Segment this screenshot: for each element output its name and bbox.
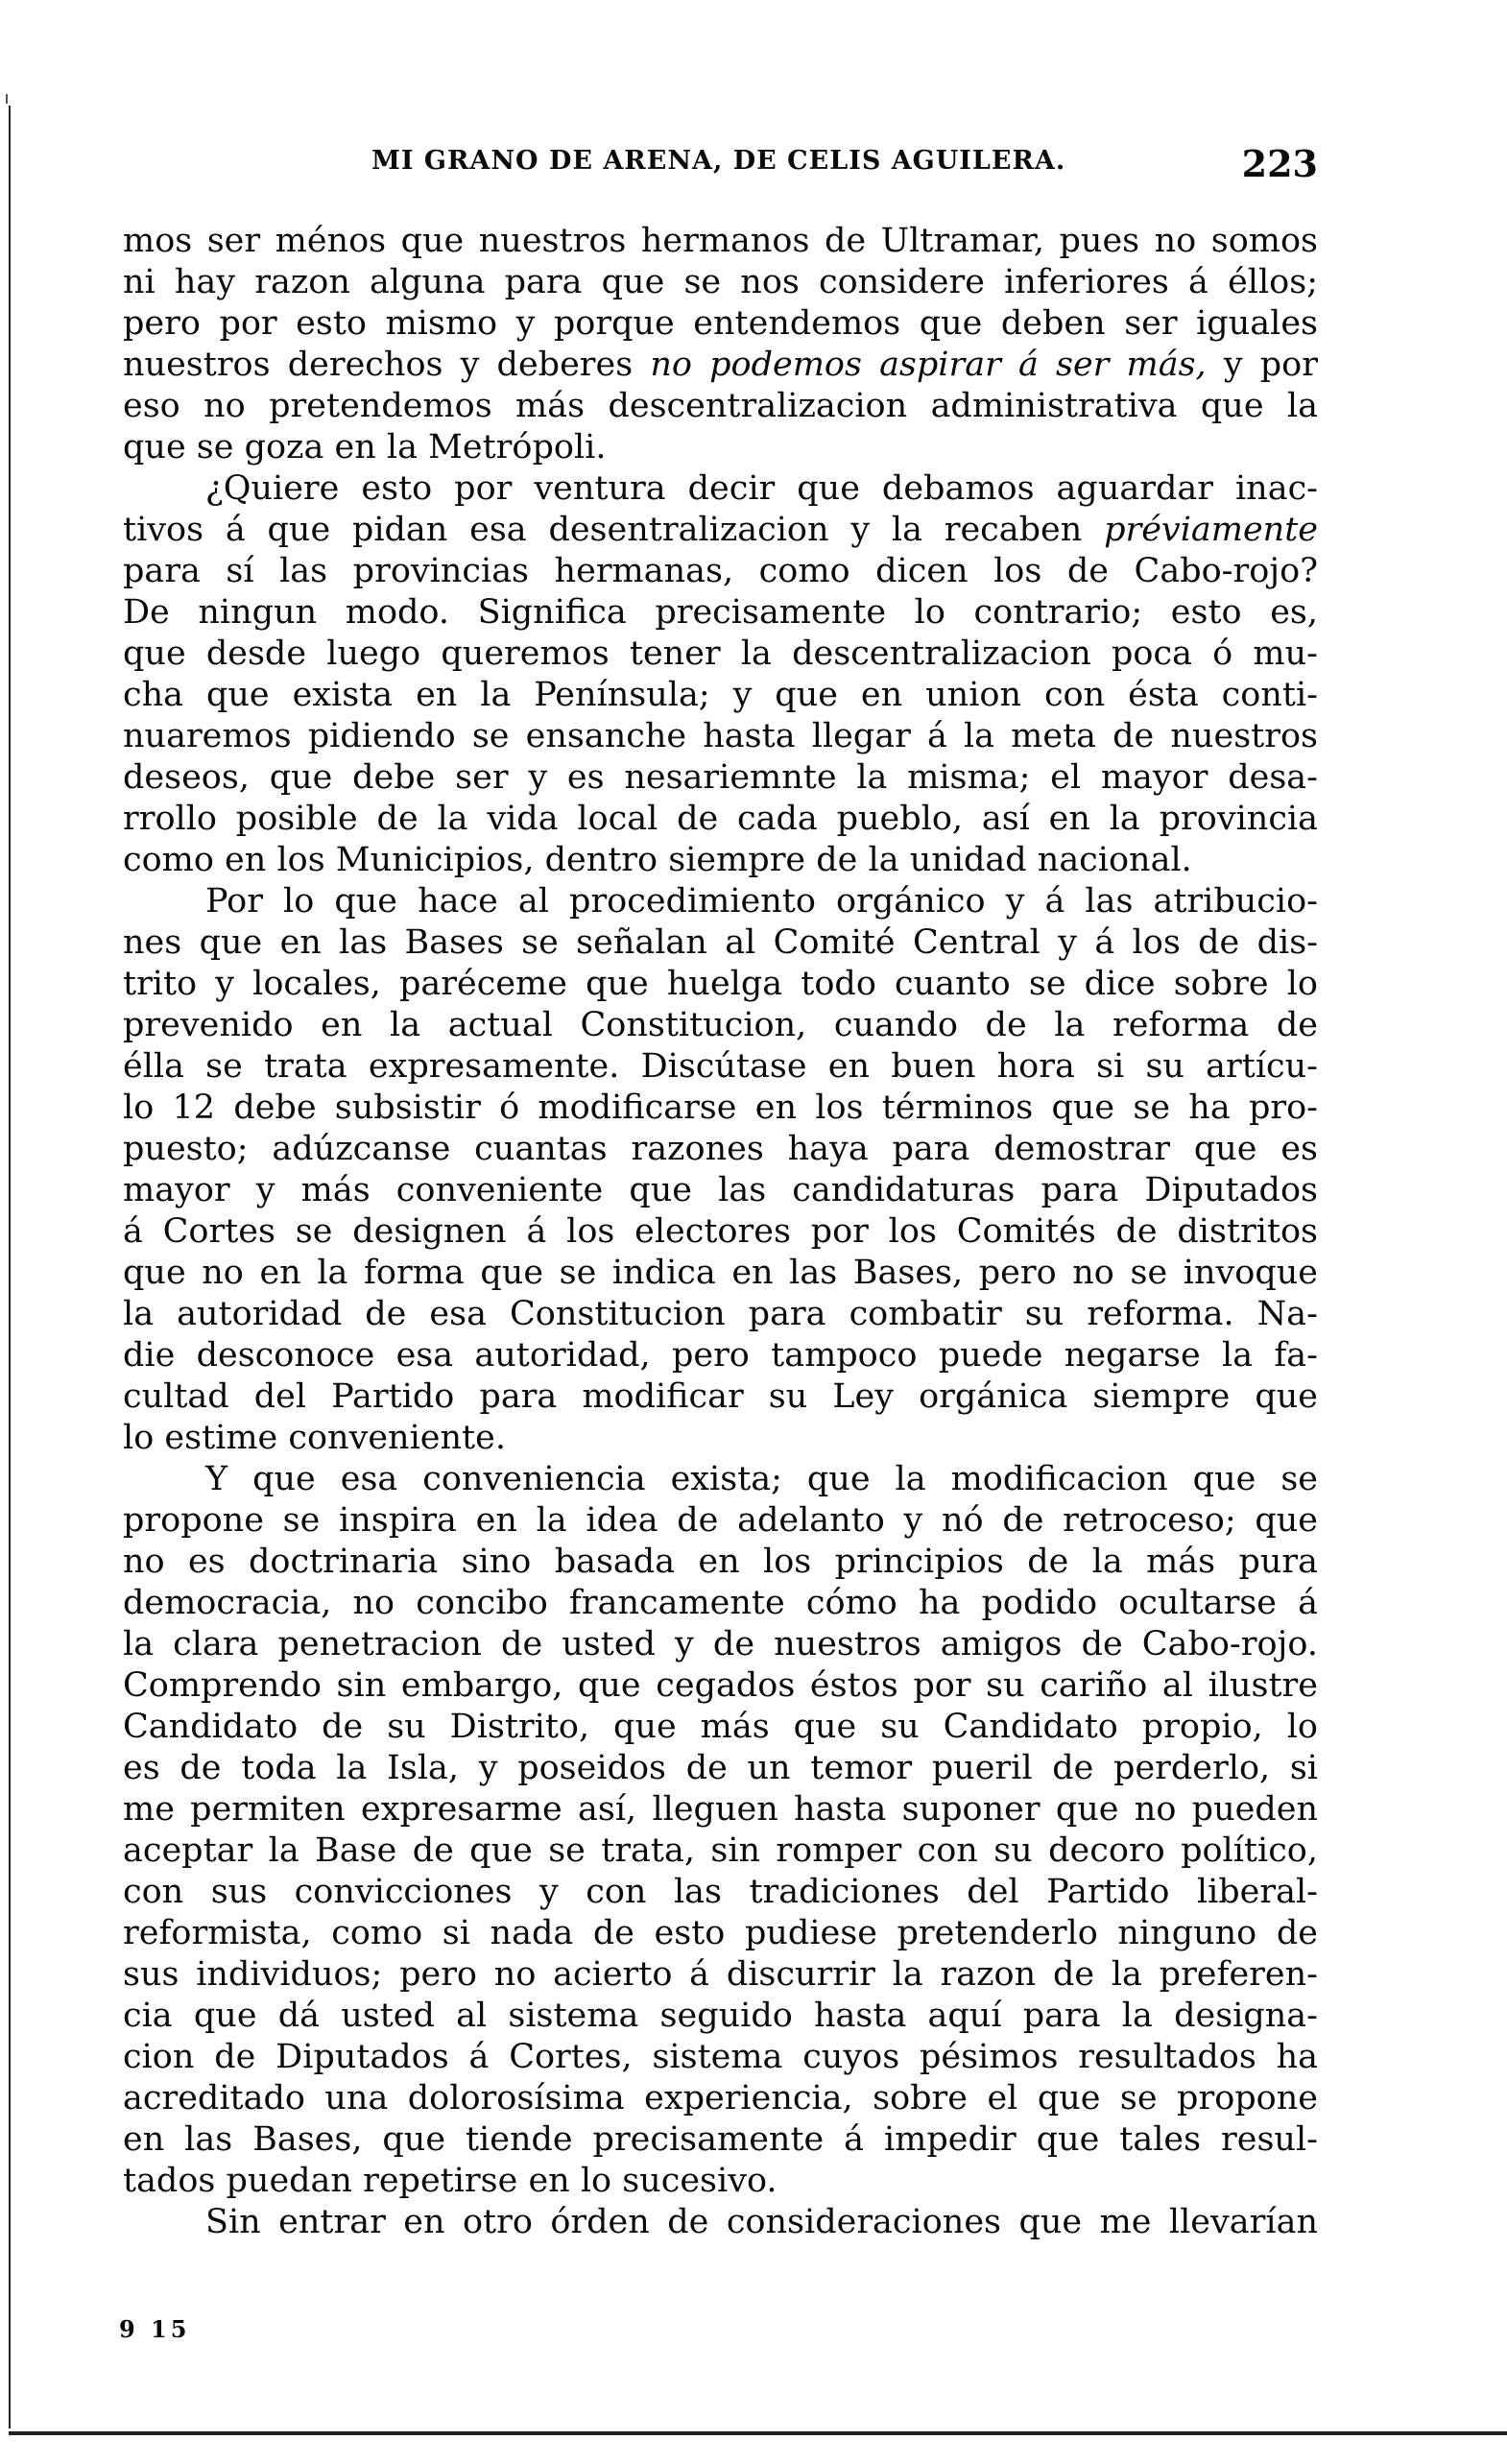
text-line: democracia, no concibo francamente cómo ha podido ocultarse á — [123, 1584, 1318, 1622]
text-line: no es doctrinaria sino basada en los principios de la más pura — [123, 1543, 1318, 1581]
text-segment: tivos á que pidan esa desentralizacion y la recaben — [123, 511, 1083, 549]
text-line: lo estime conveniente. — [123, 1419, 506, 1457]
running-title: MI GRANO DE ARENA, DE CELIS AGUILERA. — [371, 146, 1066, 176]
text-line: la autoridad de esa Constitucion para combatir su reforma. Na- — [123, 1295, 1318, 1333]
text-line: que no en la forma que se indica en las Bases, pero no se invoque — [123, 1254, 1318, 1292]
text-line: rrollo posible de la vida local de cada pueblo, así en la provincia — [123, 800, 1318, 838]
scan-artifact — [6, 94, 8, 104]
text-line: die desconoce esa autoridad, pero tampoco puede negarse la fa- — [123, 1336, 1318, 1375]
text-line: deseos, que debe ser y es nesariemnte la misma; el mayor desa- — [123, 758, 1318, 797]
italic-emphasis: préviamente — [1104, 511, 1318, 549]
paragraph-start: Y que esa conveniencia exista; que la modificacion que se — [205, 1460, 1318, 1498]
text-segment: nuestros derechos y deberes — [123, 346, 634, 384]
text-line: nuaremos pidiendo se ensanche hasta llegar á la meta de nuestros — [123, 717, 1318, 755]
text-line: élla se trata expresamente. Discútase en buen hora si su artícu- — [123, 1047, 1318, 1086]
text-line: Candidato de su Distrito, que más que su Candidato propio, lo — [123, 1708, 1318, 1746]
paragraph-start: ¿Quiere esto por ventura decir que debamos aguardar inac- — [205, 469, 1318, 508]
text-line: en las Bases, que tiende precisamente á impedir que tales resul- — [123, 2120, 1318, 2159]
text-line — [123, 510, 1318, 551]
text-line: pero por esto mismo y porque entendemos que deben ser iguales — [123, 304, 1318, 343]
text-line: prevenido en la actual Constitucion, cuando de la reforma de — [123, 1006, 1318, 1044]
text-line: mayor y más conveniente que las candidaturas para Diputados — [123, 1171, 1318, 1209]
text-line: ni hay razon alguna para que se nos considere inferiores á éllos; — [123, 263, 1318, 301]
italic-emphasis: no podemos aspirar á ser más, — [650, 346, 1207, 384]
text-line: Comprendo sin embargo, que cegados éstos por su cariño al ilustre — [123, 1666, 1318, 1705]
text-line: para sí las provincias hermanas, como dicen los de Cabo-rojo? — [123, 552, 1318, 590]
text-line: reformista, como si nada de esto pudiese pretenderlo ninguno de — [123, 1914, 1318, 1952]
text-line: que desde luego queremos tener la descentralizacion poca ó mu- — [123, 634, 1318, 673]
printer-signature: 9 15 — [119, 2315, 191, 2343]
text-line: propone se inspira en la idea de adelanto y nó de retroceso; que — [123, 1501, 1318, 1540]
scan-edge-bottom — [9, 2431, 1507, 2435]
text-line: cha que exista en la Península; y que en union con ésta conti- — [123, 676, 1318, 714]
scan-edge-left — [9, 106, 11, 2428]
text-line: con sus convicciones y con las tradiciones del Partido liberal- — [123, 1873, 1318, 1911]
text-line: á Cortes se designen á los electores por los Comités de distritos — [123, 1212, 1318, 1251]
page-number: 223 — [1241, 142, 1318, 185]
text-line: que se goza en la Metrópoli. — [123, 428, 607, 466]
text-line: acreditado una dolorosísima experiencia, sobre el que se propone — [123, 2079, 1318, 2117]
text-line: lo 12 debe subsistir ó modificarse en los términos que se ha pro- — [123, 1088, 1318, 1127]
paragraph-start: Sin entrar en otro órden de consideraciones que me llevarían — [205, 2203, 1318, 2241]
text-line: como en los Municipios, dentro siempre de la unidad nacional. — [123, 841, 1192, 879]
text-line: puesto; adúzcanse cuantas razones haya para demostrar que es — [123, 1130, 1318, 1168]
paragraph-start: Por lo que hace al procedimiento orgánico y á las atribucio- — [205, 882, 1318, 921]
body-text — [123, 221, 1318, 2243]
page-header — [371, 142, 1318, 190]
text-line: trito y locales, paréceme que huelga todo cuanto se dice sobre lo — [123, 965, 1318, 1003]
text-line: mos ser ménos que nuestros hermanos de Ultramar, pues no somos — [123, 222, 1318, 260]
text-line — [123, 345, 1318, 386]
text-line: cultad del Partido para modificar su Ley orgánica siempre que — [123, 1377, 1318, 1416]
text-line: la clara penetracion de usted y de nuestros amigos de Cabo-rojo. — [123, 1625, 1318, 1663]
text-line: cion de Diputados á Cortes, sistema cuyos pésimos resultados ha — [123, 2038, 1318, 2076]
text-line: cia que dá usted al sistema seguido hasta aquí para la designa- — [123, 1997, 1318, 2035]
text-segment: y por — [1223, 346, 1318, 384]
text-line: es de toda la Isla, y poseidos de un temor pueril de perderlo, si — [123, 1749, 1318, 1787]
text-line: nes que en las Bases se señalan al Comité Central y á los de dis- — [123, 923, 1318, 962]
text-line: eso no pretendemos más descentralizacion administrativa que la — [123, 387, 1318, 425]
text-line: me permiten expresarme así, lleguen hasta suponer que no pueden — [123, 1790, 1318, 1829]
text-line: De ningun modo. Significa precisamente lo contrario; esto es, — [123, 593, 1318, 632]
text-line: tados puedan repetirse en lo sucesivo. — [123, 2162, 777, 2200]
text-line: sus individuos; pero no acierto á discurrir la razon de la preferen- — [123, 1955, 1318, 1994]
text-line: aceptar la Base de que se trata, sin romper con su decoro político, — [123, 1831, 1318, 1870]
